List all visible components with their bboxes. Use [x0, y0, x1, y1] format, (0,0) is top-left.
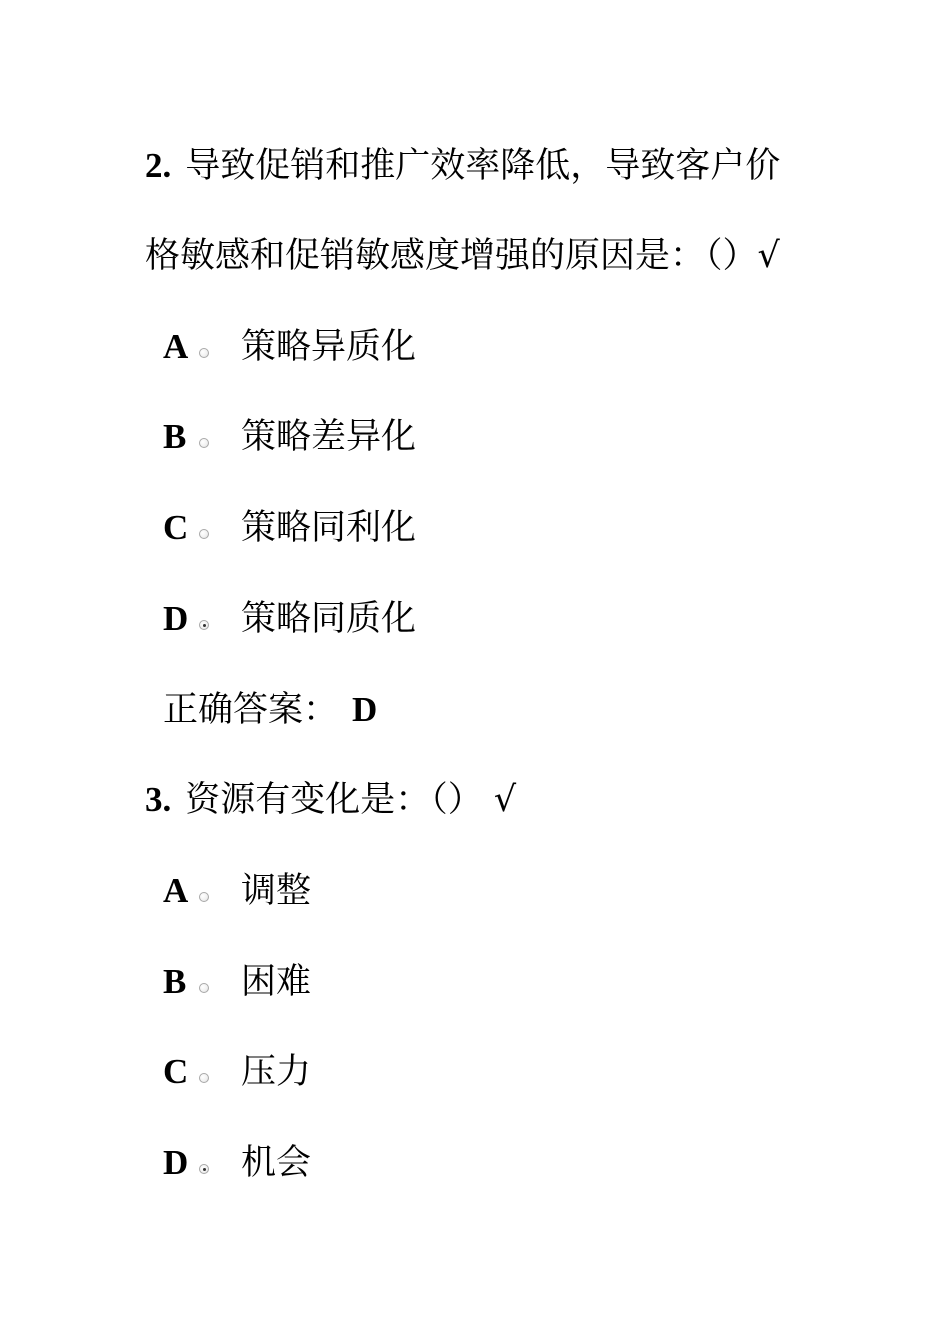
- option-text: 策略异质化: [241, 327, 417, 367]
- question-text: 格敏感和促销敏感度增强的原因是：（）√: [145, 236, 780, 276]
- radio-button[interactable]: [199, 1073, 209, 1083]
- option-text: 策略差异化: [241, 417, 417, 457]
- question-2-line-1: [145, 144, 780, 188]
- radio-button[interactable]: [199, 348, 209, 358]
- question-text: 资源有变化是：（） √: [185, 780, 517, 820]
- radio-button-selected[interactable]: [199, 620, 209, 630]
- question-3-line-1: [145, 778, 516, 822]
- answer-label: 正确答案：: [163, 690, 339, 730]
- option-text: 压力: [241, 1052, 312, 1092]
- option-letter: C: [163, 1052, 189, 1091]
- radio-button[interactable]: [199, 529, 209, 539]
- answer-value: D: [352, 690, 378, 729]
- question-2-line-2: [145, 234, 780, 278]
- radio-button[interactable]: [199, 983, 209, 993]
- radio-button[interactable]: [199, 892, 209, 902]
- question-text: 导致促销和推广效率降低，导致客户价: [185, 146, 781, 186]
- option-letter: C: [163, 508, 189, 547]
- option-text: 调整: [241, 871, 312, 911]
- option-text: 策略同质化: [241, 599, 417, 639]
- option-letter: A: [163, 871, 189, 910]
- question-number: 3.: [145, 780, 172, 819]
- option-letter: B: [163, 417, 187, 456]
- radio-button[interactable]: [199, 438, 209, 448]
- question-number: 2.: [145, 146, 172, 185]
- correct-answer: [163, 688, 377, 732]
- option-letter: A: [163, 327, 189, 366]
- option-text: 策略同利化: [241, 508, 417, 548]
- option-letter: B: [163, 962, 187, 1001]
- option-letter: D: [163, 1143, 189, 1182]
- option-letter: D: [163, 599, 189, 638]
- option-text: 困难: [241, 962, 312, 1002]
- option-text: 机会: [241, 1143, 312, 1183]
- radio-button-selected[interactable]: [199, 1164, 209, 1174]
